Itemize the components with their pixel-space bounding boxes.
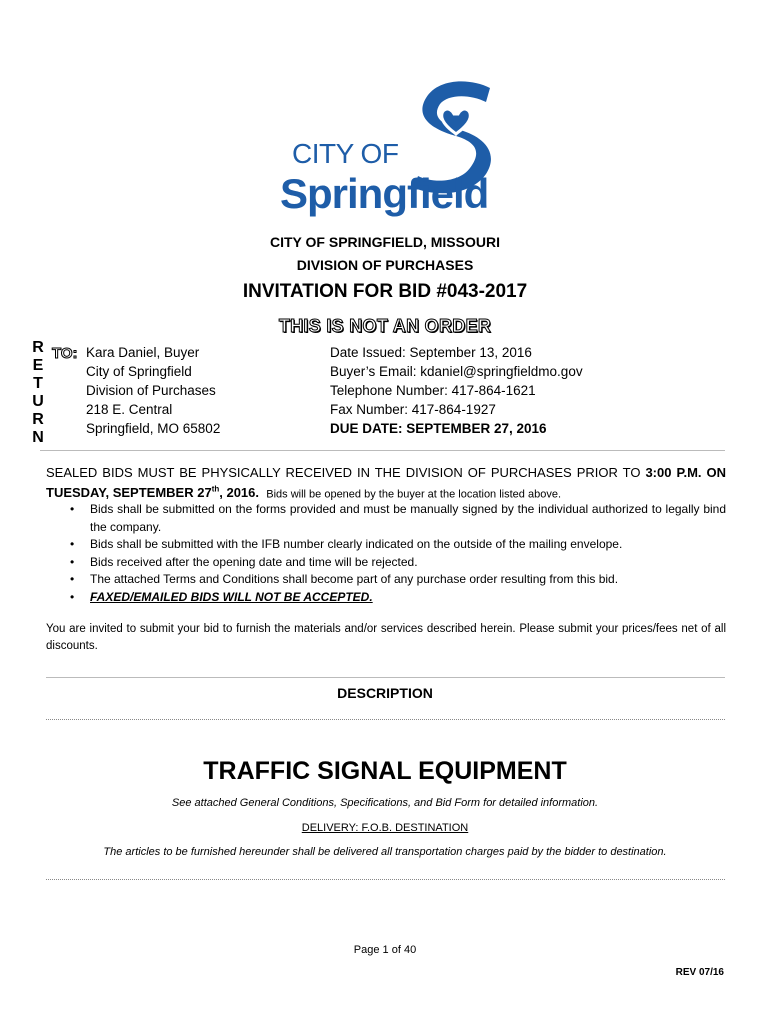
list-item — [46, 589, 726, 607]
dotted-divider — [46, 719, 725, 720]
no-fax-warning: FAXED/EMAILED BIDS WILL NOT BE ACCEPTED. — [90, 589, 373, 604]
list-item: • Bids shall be submitted on the forms provided and must be manually signed by the individual authorized to legally bind the company. — [46, 501, 726, 536]
return-letter: R — [32, 339, 44, 356]
division-name: DIVISION OF PURCHASES — [296, 257, 474, 273]
list-item: • Bids shall be submitted with the IFB number clearly indicated on the outside of the mailing envelope. — [46, 536, 726, 554]
divider — [46, 677, 725, 678]
page-number: Page 1 of 40 — [353, 944, 417, 956]
sealed-bids-notice — [46, 464, 726, 503]
address-line: Division of Purchases — [86, 383, 216, 398]
org-name: CITY OF SPRINGFIELD, MISSOURI — [270, 234, 500, 250]
address-line: 218 E. Central — [86, 402, 173, 417]
return-letter: U — [32, 393, 44, 410]
date-issued: Date Issued: September 13, 2016 — [330, 345, 532, 360]
logo-springfield-text: Springfield — [280, 170, 489, 217]
sealed-sup: th — [211, 485, 220, 494]
to-label: TO: — [52, 345, 78, 362]
invite-paragraph: You are invited to submit your bid to furnish the materials and/or services described herein. Please submit your prices/fees net of all discounts. — [46, 623, 726, 652]
return-letter: T — [33, 375, 43, 392]
address-line: Springfield, MO 65802 — [86, 421, 221, 436]
delivery-note: The articles to be furnished hereunder shall be delivered all transportation charges paid by the bidder to destination. — [103, 846, 667, 858]
address-line: Kara Daniel, Buyer — [86, 345, 200, 360]
list-item: • Bids received after the opening date and time will be rejected. — [46, 554, 726, 572]
sealed-text: SEALED BIDS MUST BE PHYSICALLY RECEIVED IN THE DIVISION OF PURCHASES PRIOR TO — [46, 465, 646, 480]
see-attached-note: See attached General Conditions, Specifications, and Bid Form for detailed information. — [171, 797, 599, 809]
delivery-terms: DELIVERY: F.O.B. DESTINATION — [301, 822, 469, 834]
logo-city-of-text: CITY OF — [292, 138, 399, 169]
bid-rules-list — [46, 501, 726, 606]
return-address — [86, 343, 220, 438]
revision-label: REV 07/16 — [675, 967, 724, 978]
bid-title: TRAFFIC SIGNAL EQUIPMENT — [203, 757, 567, 785]
sealed-note: Bids will be opened by the buyer at the location listed above. — [266, 488, 561, 501]
address-line: City of Springfield — [86, 364, 192, 379]
description-heading: DESCRIPTION — [337, 685, 433, 701]
sealed-deadline: 3:00 P.M. ON TUESDAY, SEPTEMBER 27 — [46, 465, 726, 501]
telephone: Telephone Number: 417-864-1621 — [330, 383, 536, 398]
return-letter: R — [32, 411, 44, 428]
dotted-divider — [46, 879, 725, 880]
sealed-year: , 2016. — [219, 485, 260, 501]
due-date: DUE DATE: SEPTEMBER 27, 2016 — [330, 421, 547, 436]
divider — [40, 450, 725, 451]
bid-info — [330, 343, 583, 438]
return-vertical-label — [31, 339, 45, 447]
buyer-email: Buyer’s Email: kdaniel@springfieldmo.gov — [330, 364, 583, 379]
list-item: • The attached Terms and Conditions shall become part of any purchase order resulting from this bid. — [46, 571, 726, 589]
fax: Fax Number: 417-864-1927 — [330, 402, 496, 417]
city-logo — [270, 76, 510, 226]
return-letter: E — [32, 357, 44, 374]
return-letter: N — [32, 429, 44, 446]
not-an-order-banner: THIS IS NOT AN ORDER — [278, 316, 492, 336]
ifb-title: INVITATION FOR BID #043-2017 — [242, 281, 528, 302]
